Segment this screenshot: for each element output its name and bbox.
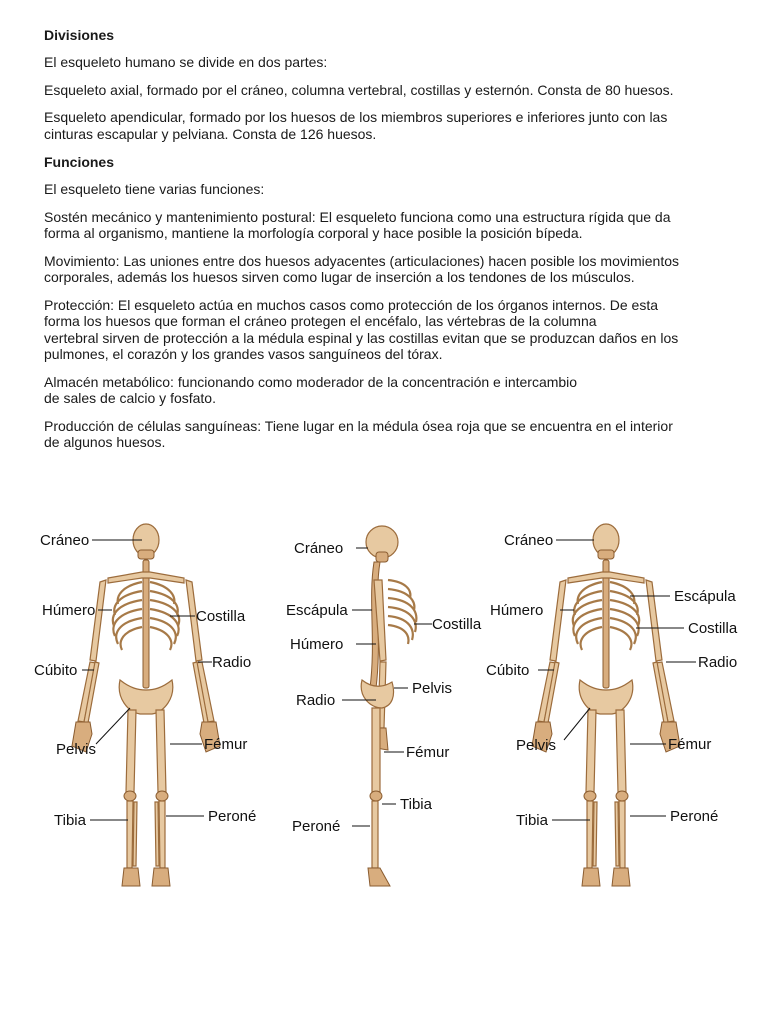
label-humero: Húmero xyxy=(290,636,344,653)
skeleton-diagram xyxy=(30,512,750,892)
label-craneo: Cráneo xyxy=(504,532,554,549)
label-radio: Radio xyxy=(296,692,336,709)
heading-divisiones: Divisiones xyxy=(44,27,115,43)
paragraph: Almacén metabólico: funcionando como moderador de la concentración e intercambio de sales de calcio y fosfato. xyxy=(44,373,578,406)
label-cubito: Cúbito xyxy=(486,662,530,679)
label-pelvis: Pelvis xyxy=(516,737,557,754)
label-perone: Peroné xyxy=(208,808,257,825)
label-femur: Fémur xyxy=(204,736,248,753)
label-tibia: Tibia xyxy=(516,812,548,829)
skeleton-figure xyxy=(30,512,750,892)
label-radio: Radio xyxy=(698,654,738,671)
label-radio: Radio xyxy=(212,654,252,671)
label-perone: Peroné xyxy=(292,818,341,835)
label-costilla: Costilla xyxy=(432,616,482,633)
paragraph: Esqueleto apendicular, formado por los huesos de los miembros superiores e inferiores junto con las cinturas escapular y pelviana. Consta de 126 huesos. xyxy=(44,109,668,142)
label-costilla: Costilla xyxy=(688,620,738,637)
label-craneo: Cráneo xyxy=(40,532,90,549)
label-humero: Húmero xyxy=(490,602,544,619)
label-costilla: Costilla xyxy=(196,608,246,625)
label-tibia: Tibia xyxy=(400,796,432,813)
label-pelvis: Pelvis xyxy=(56,741,97,758)
paragraph: El esqueleto humano se divide en dos partes: xyxy=(44,54,328,70)
heading-funciones: Funciones xyxy=(44,154,115,170)
paragraph: Sostén mecánico y mantenimiento postural: El esqueleto funciona como una estructura rígida que da forma al organismo, mantiene la morfología corporal y hace posible la posición bípeda. xyxy=(44,208,671,241)
paragraph: El esqueleto tiene varias funciones: xyxy=(44,181,265,197)
skeleton-side-view xyxy=(286,526,482,886)
label-craneo: Cráneo xyxy=(294,540,344,557)
label-humero: Húmero xyxy=(42,602,96,619)
skeleton-back-view xyxy=(486,524,738,886)
label-tibia: Tibia xyxy=(54,812,86,829)
label-escapula: Escápula xyxy=(286,602,348,619)
label-pelvis: Pelvis xyxy=(412,680,453,697)
paragraph: Producción de células sanguíneas: Tiene lugar en la médula ósea roja que se encuentra en el interior de algunos huesos. xyxy=(44,417,673,450)
document-body xyxy=(44,26,734,451)
label-femur: Fémur xyxy=(406,744,450,761)
label-cubito: Cúbito xyxy=(34,662,78,679)
skeleton-front-view xyxy=(34,524,256,886)
paragraph: Movimiento: Las uniones entre dos huesos adyacentes (articulaciones) hacen posible los movimientos corporales, además los huesos sirven como lugar de inserción a los tendones de los músculos. xyxy=(44,252,680,285)
label-perone: Peroné xyxy=(670,808,719,825)
paragraph: Esqueleto axial, formado por el cráneo, columna vertebral, costillas y esternón. Consta de 80 huesos. xyxy=(44,81,674,98)
label-femur: Fémur xyxy=(668,736,712,753)
label-escapula: Escápula xyxy=(674,588,736,605)
paragraph: Protección: El esqueleto actúa en muchos casos como protección de los órganos internos. De esta forma los huesos que forman el cráneo protegen el encéfalo, las vértebras de la columna vertebral sirven de protección a la médula espinal y las costillas evitan que se produzcan daños en los pulmones, el corazón y los grandes vasos sanguíneos del tórax. xyxy=(44,296,679,362)
